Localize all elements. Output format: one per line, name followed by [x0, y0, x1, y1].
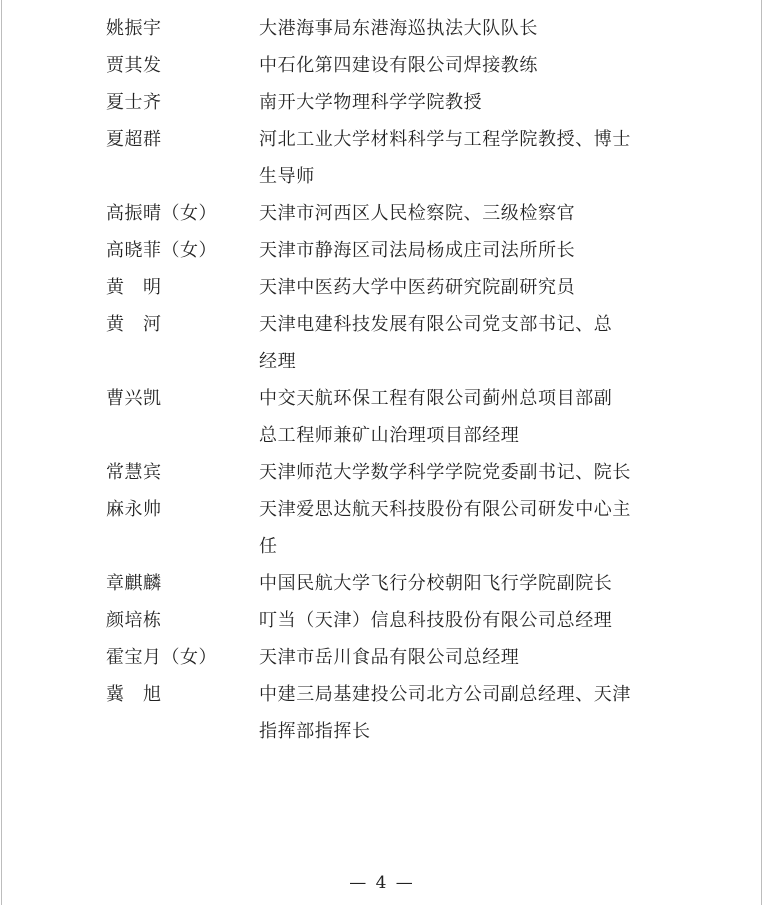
title-line: 中建三局基建投公司北方公司副总经理、天津	[259, 684, 631, 705]
list-item	[0, 565, 764, 602]
person-name: 颜培栋	[106, 610, 162, 631]
title-line: 天津市静海区司法局杨成庄司法所所长	[259, 240, 576, 261]
title-line: 天津师范大学数学科学学院党委副书记、院长	[259, 462, 631, 483]
person-title	[259, 306, 669, 380]
list-item	[0, 306, 764, 380]
person-title	[259, 454, 669, 491]
person-name: 冀 旭	[106, 684, 162, 705]
list-item	[0, 380, 764, 454]
list-item	[0, 491, 764, 565]
list-item	[0, 639, 764, 676]
list-item	[0, 269, 764, 306]
title-line: 南开大学物理科学学院教授	[259, 92, 483, 113]
list-item	[0, 232, 764, 269]
person-name: 黄 河	[106, 314, 162, 335]
person-name: 高晓菲（女）	[106, 240, 217, 261]
person-title	[259, 676, 669, 750]
title-line: 中国民航大学飞行分校朝阳飞行学院副院长	[259, 573, 613, 594]
list-item	[0, 10, 764, 47]
awardee-list	[0, 10, 764, 750]
title-line: 任	[259, 536, 278, 557]
title-line: 天津市岳川食品有限公司总经理	[259, 647, 520, 668]
person-title	[259, 380, 669, 454]
title-line: 指挥部指挥长	[259, 721, 371, 742]
title-line: 中交天航环保工程有限公司蓟州总项目部副	[259, 388, 613, 409]
list-item	[0, 454, 764, 491]
person-title	[259, 47, 669, 84]
person-name: 麻永帅	[106, 499, 162, 520]
list-item	[0, 602, 764, 639]
title-line: 叮当（天津）信息科技股份有限公司总经理	[259, 610, 613, 631]
person-title	[259, 84, 669, 121]
list-item	[0, 84, 764, 121]
person-name: 高振晴（女）	[106, 203, 217, 224]
person-title	[259, 269, 669, 306]
person-name: 霍宝月（女）	[106, 647, 217, 668]
person-title	[259, 491, 669, 565]
person-name: 黄 明	[106, 277, 162, 298]
person-name: 夏超群	[106, 129, 162, 150]
person-name: 夏士齐	[106, 92, 162, 113]
person-title	[259, 121, 669, 195]
title-line: 大港海事局东港海巡执法大队队长	[259, 18, 538, 39]
title-line: 经理	[259, 351, 297, 372]
person-title	[259, 565, 669, 602]
person-name: 贾其发	[106, 55, 162, 76]
person-name: 曹兴凯	[106, 388, 162, 409]
list-item	[0, 47, 764, 84]
person-title	[259, 195, 669, 232]
title-line: 总工程师兼矿山治理项目部经理	[259, 425, 520, 446]
person-name: 章麒麟	[106, 573, 162, 594]
person-title	[259, 10, 669, 47]
title-line: 生导师	[259, 166, 315, 187]
person-title	[259, 232, 669, 269]
list-item	[0, 676, 764, 750]
list-item	[0, 195, 764, 232]
title-line: 河北工业大学材料科学与工程学院教授、博士	[259, 129, 631, 150]
page-number: — 4 —	[349, 873, 415, 893]
title-line: 天津市河西区人民检察院、三级检察官	[259, 203, 576, 224]
title-line: 天津电建科技发展有限公司党支部书记、总	[259, 314, 613, 335]
person-name: 姚振宇	[106, 18, 162, 39]
title-line: 天津爱思达航天科技股份有限公司研发中心主	[259, 499, 631, 520]
title-line: 天津中医药大学中医药研究院副研究员	[259, 277, 576, 298]
person-name: 常慧宾	[106, 462, 162, 483]
title-line: 中石化第四建设有限公司焊接教练	[259, 55, 538, 76]
list-item	[0, 121, 764, 195]
person-title	[259, 602, 669, 639]
person-title	[259, 639, 669, 676]
